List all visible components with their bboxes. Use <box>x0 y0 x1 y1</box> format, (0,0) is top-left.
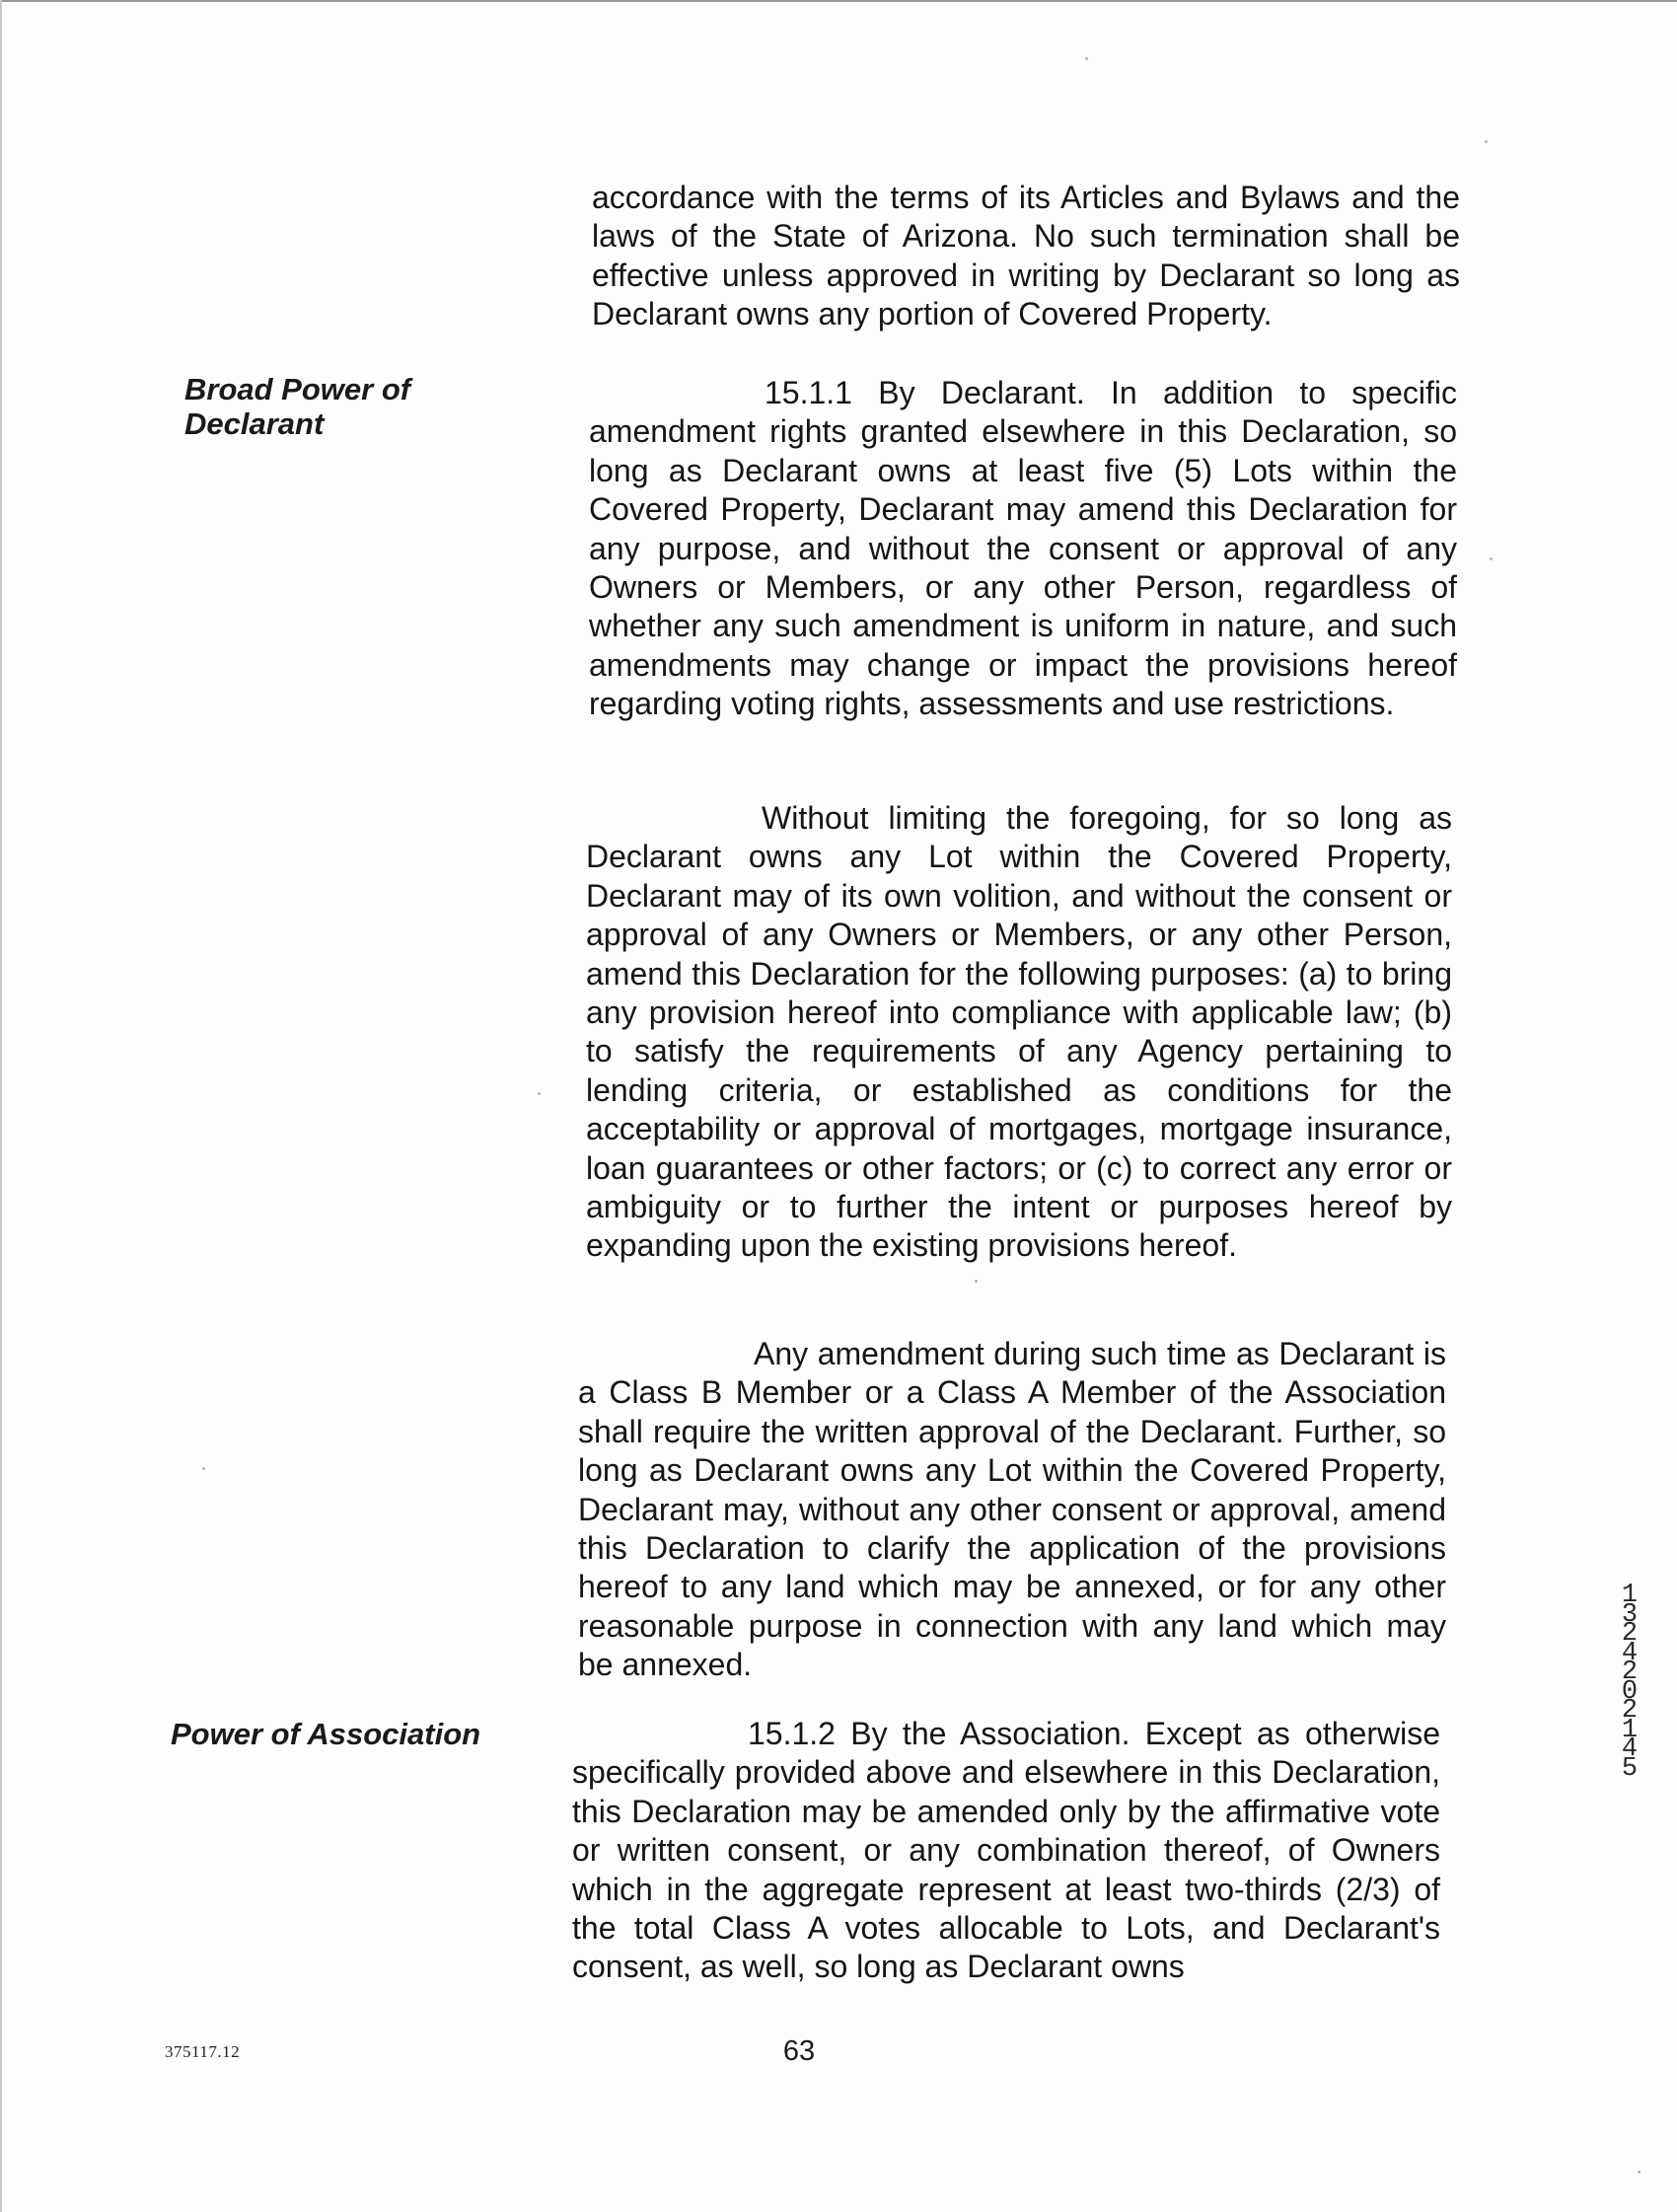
page-number: 63 <box>782 2035 816 2067</box>
paragraph-without-limiting <box>586 799 1452 1266</box>
scan-speck <box>1085 57 1088 60</box>
recording-stamp-vertical: 13242 02145 <box>1621 1581 1639 1784</box>
scan-speck <box>202 1467 205 1470</box>
section-15-1-1-text: 15.1.1 By Declarant. In addition to specific amendment rights granted elsewhere in this Declaration, so long as Declarant owns at least five (5) Lots within the Covered Property, Declarant may amend this Declaration for any purpose, and without the consent or approval of any Owners or Members, or any other Person, regardless of whether any such amendment is uniform in nature, and such amendments may change or impact the provisions hereof regarding voting rights, assessments and use restrictions. <box>589 375 1457 722</box>
scan-speck <box>538 1092 541 1095</box>
any-amendment-text: Any amendment during such time as Declarant is a Class B Member or a Class A Member of the Association shall require the written approval of the Declarant. Further, so long as Declarant owns any Lot within the Covered Property, Declarant may, without any other consent or approval, amend this Declaration to clarify the application of the provisions hereof to any land which may be annexed, or for any other reasonable purpose in connection with any land which may be annexed. <box>578 1336 1446 1683</box>
scan-edge-left <box>0 0 2 2212</box>
scan-speck <box>1490 557 1493 560</box>
paragraph-any-amendment <box>578 1335 1446 1685</box>
scan-speck <box>1485 140 1488 143</box>
document-code: 375117.12 <box>165 2042 241 2061</box>
paragraph-continuation: accordance with the terms of its Articles and Bylaws and the laws of the State of Arizona. No such termination shall be effective unless approved in writing by Declarant so long as Declarant owns any portion of Covered Property. <box>592 180 1460 332</box>
without-limiting-text: Without limiting the foregoing, for so long as Declarant owns any Lot within the Covered Property, Declarant may of its own volition, and without the consent or approval of any Owners or Members, or any other Person, amend this Declaration for the following purposes: (a) to bring any provision hereof into compliance with applicable law; (b) to satisfy the requirements of any Agency pertaining to lending criteria, or established as conditions for the acceptability or approval of mortgages, mortgage insurance, loan guarantees or other factors; or (c) to correct any error or ambiguity or to further the intent or purposes hereof by expanding upon the existing provisions hereof. <box>586 800 1452 1264</box>
margin-heading-power-of-association: Power of Association <box>171 1717 481 1751</box>
scan-speck <box>1638 2171 1641 2174</box>
paragraph-section-15-1-1 <box>589 374 1457 724</box>
margin-heading-broad-power-of-declarant: Broad Power of Declarant <box>184 372 411 441</box>
section-15-1-2-text: 15.1.2 By the Association. Except as otherwise specifically provided above and elsewhere in this Declaration, this Declaration may be amended only by the affirmative vote or written consent, or any combination thereof, of Owners which in the aggregate represent at least two-thirds (2/3) of the total Class A votes allocable to Lots, and Declarant's consent, as well, so long as Declarant owns <box>572 1716 1440 1985</box>
paragraph-section-15-1-2 <box>572 1715 1440 1987</box>
scan-speck <box>975 1280 978 1283</box>
scan-edge-top <box>0 0 1677 2</box>
